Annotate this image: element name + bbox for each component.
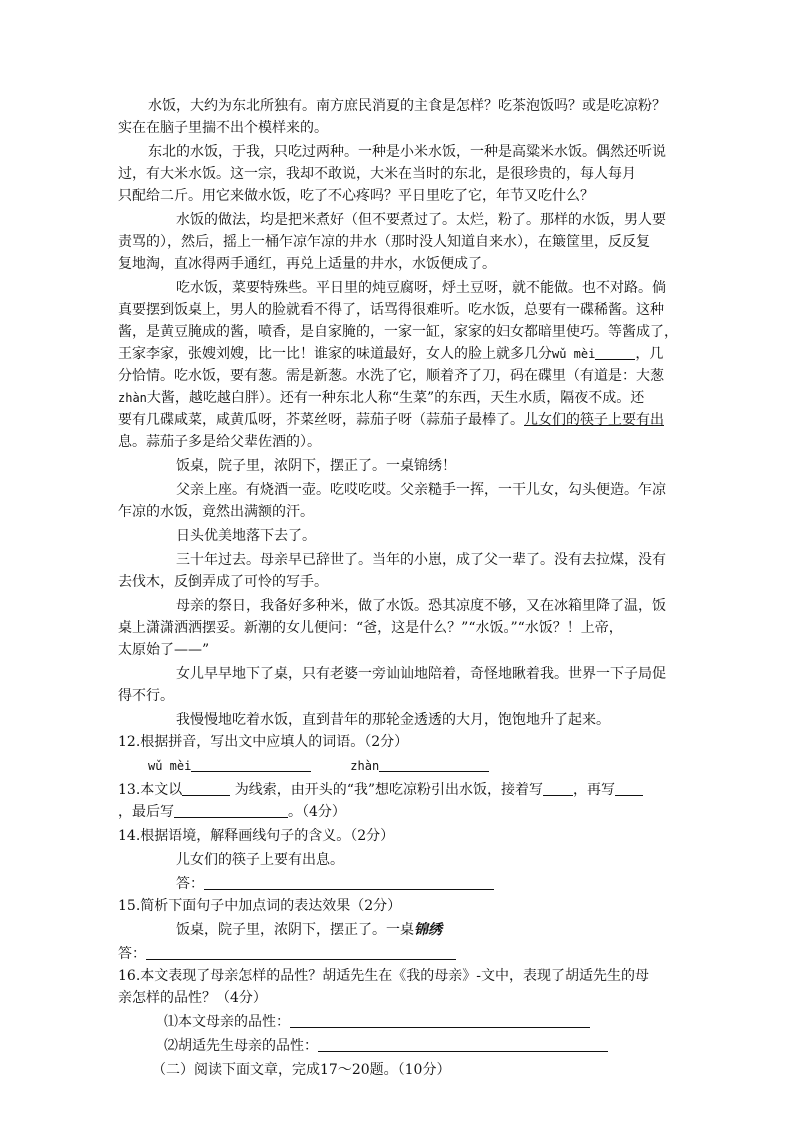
answer-blank[interactable]: [543, 781, 573, 796]
pinyin-label: zhàn: [350, 759, 380, 773]
question-16-cont: 亲怎样的品性？（4分）: [118, 990, 267, 1006]
question-14: 14.根据语境，解释画线句子的含义。（2分）: [118, 828, 395, 844]
answer-blank[interactable]: [174, 803, 288, 818]
question-13: [118, 780, 643, 800]
fill-blank[interactable]: [595, 345, 635, 360]
answer-blank[interactable]: [191, 757, 311, 772]
text-line: 去伐木，反倒弄成了可怜的写手。: [118, 574, 328, 590]
question-13-cont: [118, 802, 346, 822]
text-line: 息。蒜茄子多是给父辈佐酒的）。: [118, 434, 321, 450]
pinyin-wumei: wǔ mèi: [552, 347, 596, 361]
text-segment: 饭桌，院子里，浓阴下，摆正了。一桌: [176, 922, 414, 938]
text-line: 女儿早早地下了桌，只有老婆一旁讪讪地陪着，奇怪地瞅着我。世界一下子局促: [176, 666, 666, 682]
answer-blank[interactable]: [615, 781, 643, 796]
text-segment: ，再写: [573, 782, 616, 798]
text-line: 父亲上座。有烧酒一壶。吃哎吃哎。父亲糙手一挥，一干儿女，勾头便造。乍凉: [176, 482, 666, 498]
question-12-blanks: [148, 756, 489, 776]
text-line: [118, 410, 664, 430]
text-line: 饭桌，院子里，浓阴下，摆正了。一桌锦绣！: [176, 458, 456, 474]
pinyin-zhan: zhàn: [118, 391, 147, 405]
text-line: 真要摆到饭桌上，男人的脸就看不得了，话骂得很难听。吃水饭，总要有一碟稀酱。这种: [118, 302, 664, 318]
text-segment: 王家李家，张嫂刘嫂，比一比！谁家的味道最好，女人的脸上就多几分: [118, 346, 552, 362]
dotted-word: 锦绣: [414, 922, 442, 938]
text-line: 水饭的做法，均是把米煮好（但不要煮过了。太烂，粉了。那样的水饭，男人要: [176, 212, 666, 228]
text-line: 只配给二斤。用它来做水饭，吃了不心疼吗？平日里吃了它，年节又吃什么？: [118, 188, 594, 204]
answer-line: [176, 874, 494, 894]
text-line: 吃水饭，菜要特殊些。平日里的炖豆腐呀，烀土豆呀，就不能做。也不对路。倘: [176, 280, 666, 296]
text-segment: 为线索，由开头的“我”想吃凉粉引出水饭，接着写: [234, 782, 544, 798]
text-line: 责骂的），然后，摇上一桶乍凉乍凉的井水（那时没人知道自来水），在簸筐里，反反复: [118, 234, 650, 250]
text-segment: 。（4分）: [288, 804, 346, 820]
answer-label: 答：: [176, 876, 204, 892]
question-12: 12.根据拼音，写出文中应填人的词语。（2分）: [118, 734, 409, 750]
text-line: 乍凉的水饭，竟然出满额的汗。: [118, 504, 314, 520]
text-line: 酱，是黄豆腌成的酱，喷香，是自家腌的，一家一缸，家家的妇女都暗里使巧。等酱成了，: [118, 324, 678, 340]
text-line: 复地淘，直冰得两手通红，再兑上适量的井水，水饭便成了。: [118, 256, 496, 272]
text-line: 三十年过去。母亲早已辞世了。当年的小崽，成了父一辈了。没有去拉煤，没有: [176, 552, 666, 568]
text-segment: ，几: [635, 346, 664, 362]
section-heading: （二）阅读下面文章，完成17～20题。（10分）: [152, 1062, 451, 1078]
text-segment: ，最后写: [118, 804, 174, 820]
question-16-part-2: [164, 1036, 608, 1056]
text-line: 东北的水饭，于我，只吃过两种。一种是小米水饭，一种是高粱米水饭。偶然还听说: [148, 144, 666, 160]
answer-blank[interactable]: [379, 757, 489, 772]
answer-blank[interactable]: [318, 1037, 608, 1052]
text-line: 母亲的祭日，我备好多种米，做了水饭。恐其凉度不够，又在冰箱里降了温，饭: [176, 598, 666, 614]
text-line: 实在在脑子里揣不出个模样来的。: [118, 120, 328, 136]
text-line: 日头优美地落下去了。: [176, 528, 316, 544]
underlined-sentence: 儿女们的筷子上要有出: [524, 412, 664, 428]
text-line: 太原始了——”: [118, 642, 210, 658]
question-16-part-1: [164, 1012, 590, 1032]
answer-label: 答：: [118, 946, 146, 962]
question-14-sentence: 儿女们的筷子上要有出息。: [176, 852, 344, 868]
text-segment: 要有几碟咸菜，咸黄瓜呀，芥菜丝呀，蒜茄子呀（蒜茄子最棒了。: [118, 412, 524, 428]
answer-blank[interactable]: [146, 945, 456, 960]
text-segment: 13.本文以: [118, 782, 183, 798]
text-line: 桌上潇潇洒洒摆妥。新潮的女儿便问：“爸，这是什么？”“水饭。”“水饭？！上帝，: [118, 620, 623, 636]
answer-line: [118, 944, 456, 964]
answer-blank[interactable]: [182, 781, 230, 796]
answer-blank[interactable]: [290, 1013, 590, 1028]
answer-blank[interactable]: [204, 875, 494, 890]
text-segment: ⑵胡适先生母亲的品性：: [164, 1038, 318, 1054]
question-15: 15.简析下面句子中加点词的表达效果（2分）: [118, 898, 402, 914]
question-15-sentence: [176, 920, 442, 940]
pinyin-label: wǔ mèi: [148, 759, 192, 773]
question-16: 16.本文表现了母亲怎样的品性？胡适先生在《我的母亲》-文中，表现了胡适先生的母: [118, 968, 649, 984]
text-line: 得不行。: [118, 688, 174, 704]
text-line: [118, 344, 663, 364]
text-line: 我慢慢地吃着水饭，直到昔年的那轮金透透的大月，饱饱地升了起来。: [176, 712, 610, 728]
text-line: 过，有大米水饭。这一宗，我却不敢说，大米在当时的东北，是很珍贵的，每人每月: [118, 166, 636, 182]
text-line: 分恰情。吃水饭，要有葱。需是新葱。水洗了它，顺着齐了刀，码在碟里（有道是：大葱: [118, 368, 664, 384]
text-segment: 大酱，越吃越白胖）。还有一种东北人称“生菜”的东西，天生水质，隔夜不成。还: [146, 390, 645, 406]
text-segment: ⑴本文母亲的品性：: [164, 1014, 290, 1030]
text-line: 水饭，大约为东北所独有。南方庶民消夏的主食是怎样？吃茶泡饭吗？或是吃凉粉？: [148, 98, 666, 114]
text-line: [118, 388, 644, 408]
